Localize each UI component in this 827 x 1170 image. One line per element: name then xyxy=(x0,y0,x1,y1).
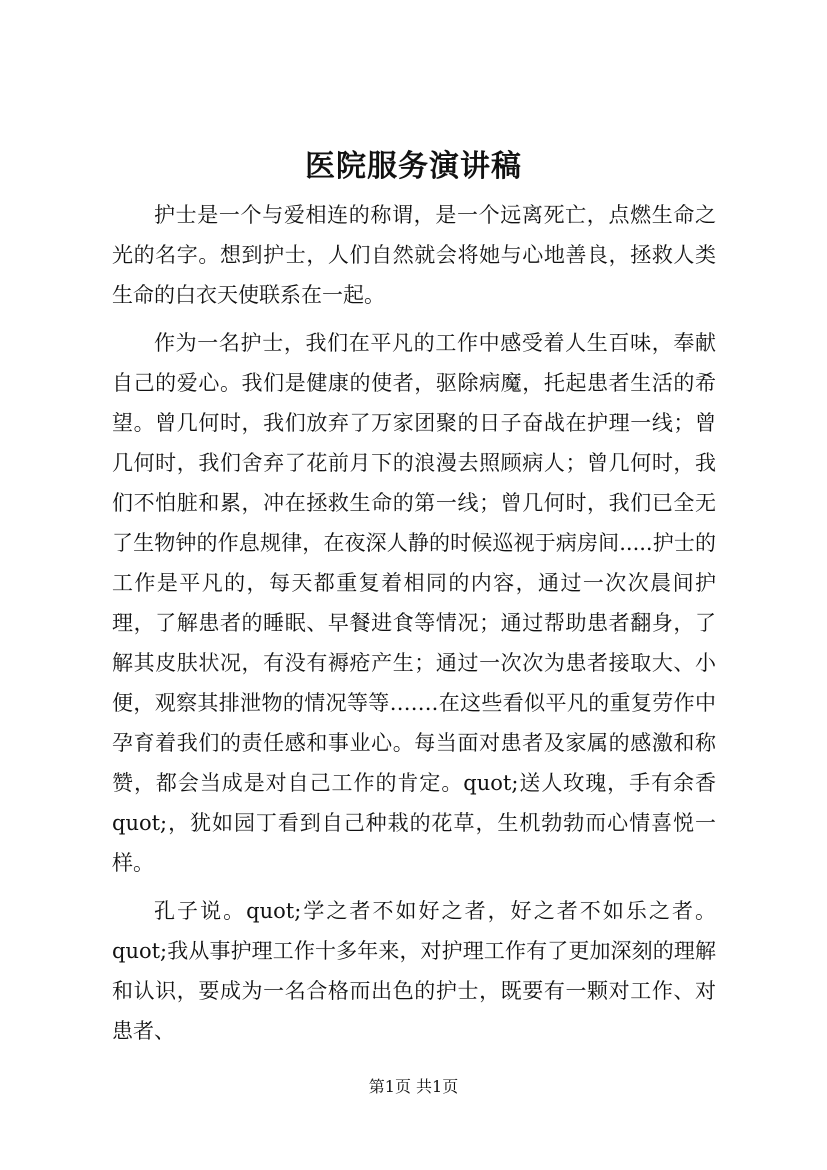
paragraph-3: 孔子说。quot;学之者不如好之者，好之者不如乐之者。quot;我从事护理工作十多年来，对护理工作有了更加深刻的理解和认识，要成为一名合格而出色的护士，既要有一颗对工作、对患者、 xyxy=(112,899,716,1043)
document-title: 医院服务演讲稿 xyxy=(305,149,522,184)
paragraph-1: 护士是一个与爱相连的称谓，是一个远离死亡，点燃生命之光的名字。想到护士，人们自然就会将她与心地善良，拯救人类生命的白衣天使联系在一起。 xyxy=(112,203,716,307)
document-body xyxy=(112,195,716,1059)
paragraph-2: 作为一名护士，我们在平凡的工作中感受着人生百味，奉献自己的爱心。我们是健康的使者，驱除病魔，托起患者生活的希望。曾几何时，我们放弃了万家团聚的日子奋战在护理一线；曾几何时，我们舍弃了花前月下的浪漫去照顾病人；曾几何时，我们不怕脏和累，冲在拯救生命的第一线；曾几何时，我们已全无了生物钟的作息规律，在夜深人静的时候巡视于病房间.....护士的工作是平凡的，每天都重复着相同的内容，通过一次次晨间护理，了解患者的睡眠、早餐进食等情况；通过帮助患者翻身，了解其皮肤状况，有没有褥疮产生；通过一次次为患者接取大、小便，观察其排泄物的情况等等…….在这些看似平凡的重复劳作中孕育着我们的责任感和事业心。每当面对患者及家属的感激和称赞，都会当成是对自己工作的肯定。quot;送人玫瑰，手有余香quot;，犹如园丁看到自己种栽的花草，生机勃勃而心情喜悦一样。 xyxy=(112,331,716,875)
page-footer: 第1页 共1页 xyxy=(368,1077,459,1096)
